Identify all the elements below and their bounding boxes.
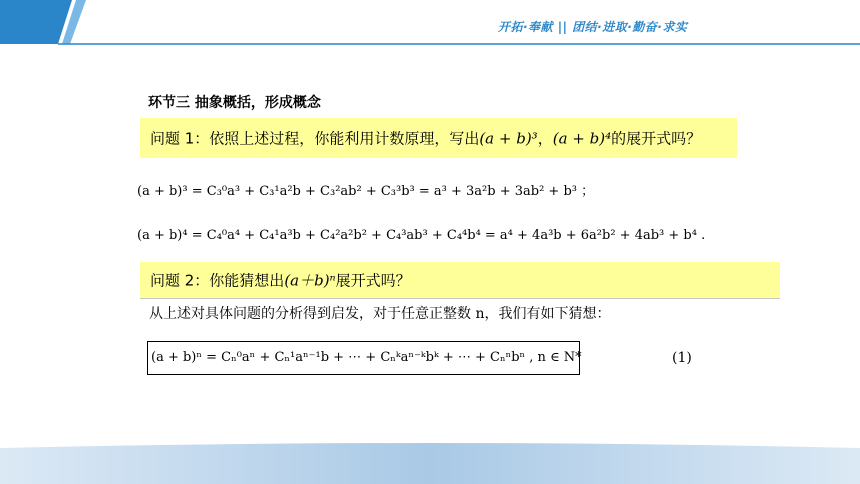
question-1-expr2: (a + b)⁴ xyxy=(552,129,612,148)
question-1-text xyxy=(150,128,701,149)
question-1-box xyxy=(140,118,737,158)
question-2-box xyxy=(140,262,780,299)
footer-band xyxy=(0,442,860,484)
header-bar xyxy=(0,0,860,48)
section-title: 环节三 抽象概括，形成概念 xyxy=(148,95,321,111)
intro-text: 从上述对具体问题的分析得到启发，对于任意正整数 n，我们有如下猜想： xyxy=(149,306,611,322)
equation-fourth: (a + b)⁴ = C₄⁰a⁴ + C₄¹a³b + C₄²a²b² + C₄³ab³ + C₄⁴b⁴ = a⁴ + 4a³b + 6a²b² + 4ab³ + b⁴ . xyxy=(137,228,706,243)
question-1-suffix: 的展开式吗？ xyxy=(611,129,702,148)
header-decoration xyxy=(0,0,860,48)
binomial-formula-box: (a + b)ⁿ = Cₙ⁰aⁿ + Cₙ¹aⁿ⁻¹b + ⋯ + Cₙᵏaⁿ⁻ᵏbᵏ + ⋯ + Cₙⁿbⁿ , n ∈ N* xyxy=(147,341,580,375)
question-1-prefix: 问题 1：依照上述过程，你能利用计数原理，写出 xyxy=(150,129,480,148)
footer-wave xyxy=(0,442,860,484)
equation-cube: (a + b)³ = C₃⁰a³ + C₃¹a²b + C₃²ab² + C₃³b³ = a³ + 3a²b + 3ab² + b³ ； xyxy=(137,184,595,199)
question-1-separator: ， xyxy=(537,129,553,148)
question-2-suffix: 展开式吗？ xyxy=(335,271,411,290)
question-2-prefix: 问题 2：你能猜想出 xyxy=(150,271,285,290)
question-2-text xyxy=(150,270,411,291)
question-2-expr: (a＋b)ⁿ xyxy=(284,271,336,290)
question-1-expr1: (a + b)³ xyxy=(479,129,538,148)
equation-number: (1) xyxy=(672,350,692,366)
header-slogan: 开拓·奉献 || 团结·进取·勤奋·求实 xyxy=(498,20,688,34)
